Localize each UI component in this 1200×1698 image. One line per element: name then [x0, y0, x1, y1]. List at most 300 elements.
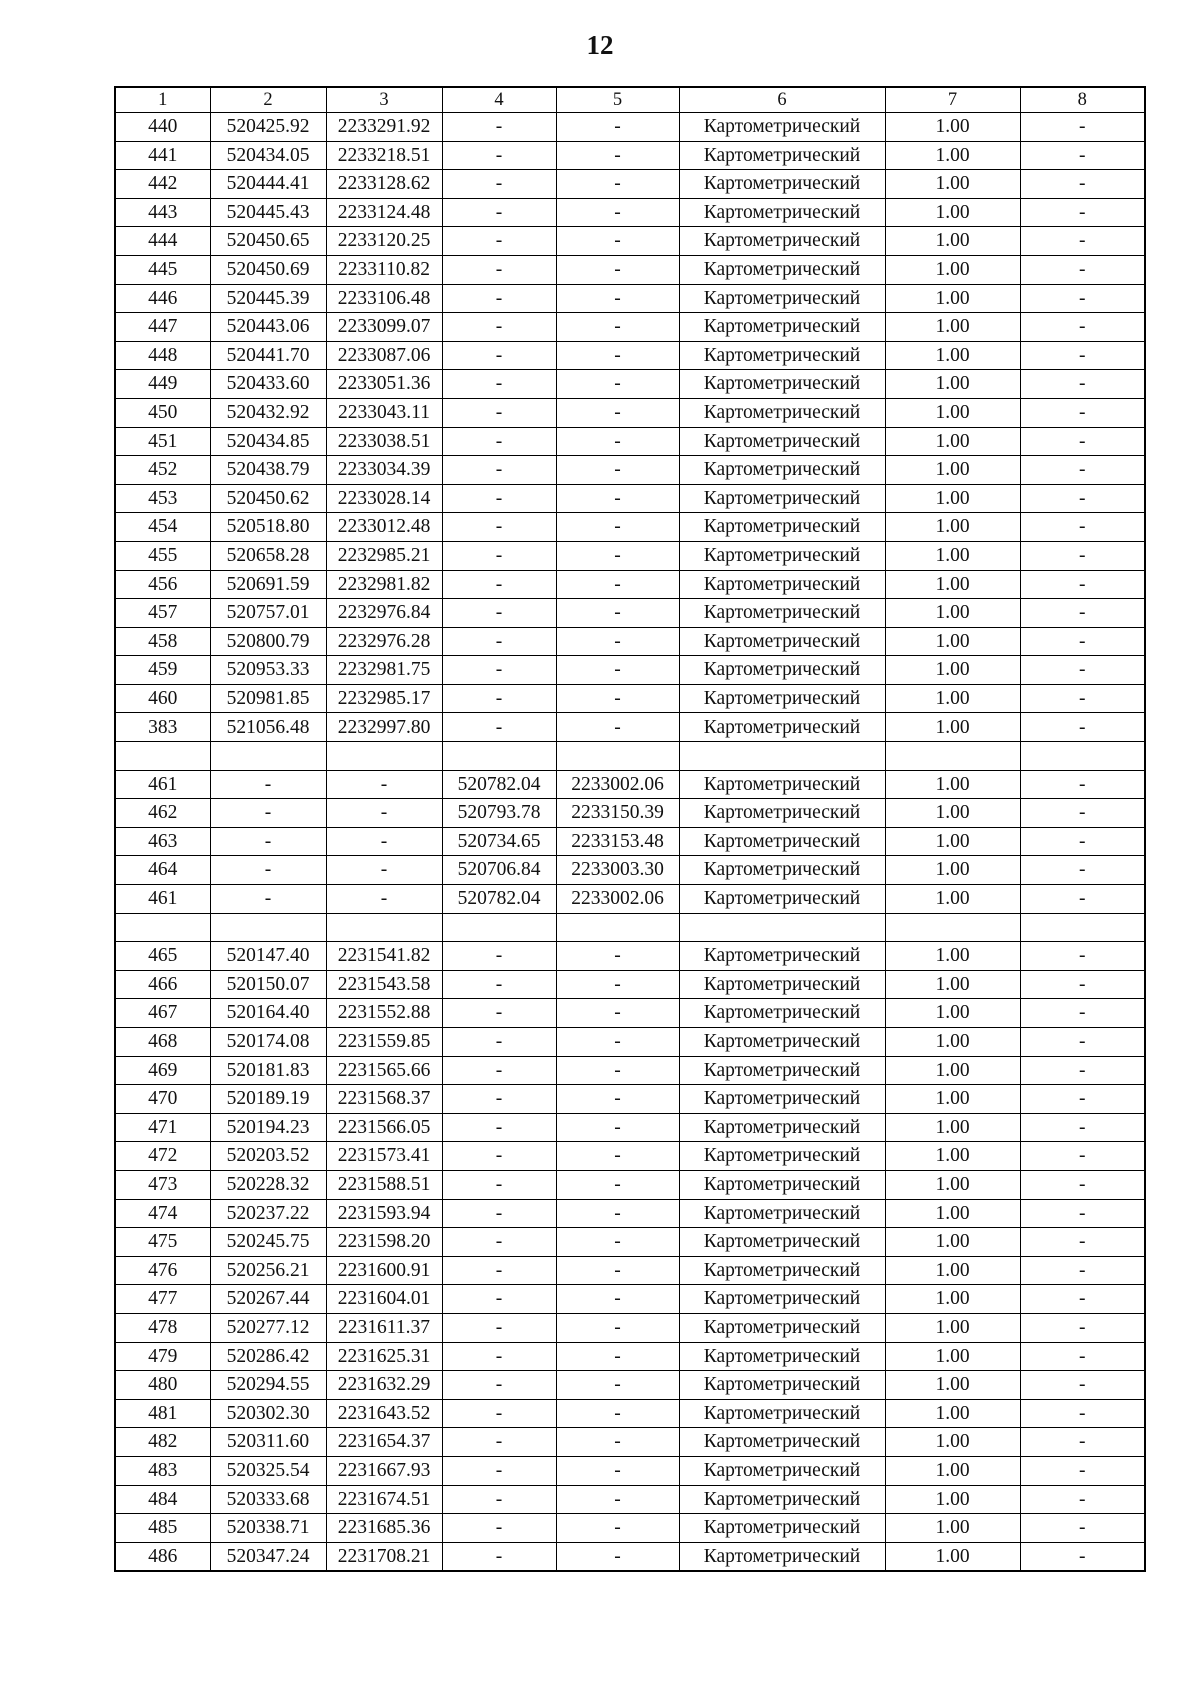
column-header: 5 [556, 87, 679, 113]
y-coord-cell: 2233099.07 [326, 313, 442, 342]
table-row [115, 513, 1145, 542]
x-coord-new-cell: - [442, 1342, 556, 1371]
x-coord-new-cell: - [442, 1313, 556, 1342]
x-coord-new-cell [442, 742, 556, 771]
description-cell: - [1020, 1285, 1145, 1314]
method-cell: Картометрический [679, 656, 885, 685]
x-coord-new-cell: - [442, 1228, 556, 1257]
y-coord-new-cell: - [556, 684, 679, 713]
accuracy-cell [885, 742, 1020, 771]
y-coord-new-cell: - [556, 1371, 679, 1400]
point-number-cell: 474 [115, 1199, 210, 1228]
point-number-cell: 478 [115, 1313, 210, 1342]
y-coord-new-cell: - [556, 313, 679, 342]
x-coord-cell: 520164.40 [210, 999, 326, 1028]
table-row [115, 942, 1145, 971]
accuracy-cell: 1.00 [885, 627, 1020, 656]
method-cell: Картометрический [679, 141, 885, 170]
y-coord-cell: 2232976.84 [326, 599, 442, 628]
y-coord-cell: 2232997.80 [326, 713, 442, 742]
x-coord-cell: 520147.40 [210, 942, 326, 971]
x-coord-cell: - [210, 770, 326, 799]
accuracy-cell: 1.00 [885, 1228, 1020, 1257]
y-coord-cell: 2233043.11 [326, 398, 442, 427]
description-cell: - [1020, 1399, 1145, 1428]
table-row [115, 656, 1145, 685]
method-cell: Картометрический [679, 970, 885, 999]
y-coord-new-cell: - [556, 1342, 679, 1371]
method-cell: Картометрический [679, 885, 885, 914]
y-coord-cell: 2231654.37 [326, 1428, 442, 1457]
description-cell: - [1020, 1056, 1145, 1085]
x-coord-new-cell: - [442, 427, 556, 456]
x-coord-cell: - [210, 856, 326, 885]
accuracy-cell: 1.00 [885, 1285, 1020, 1314]
table-row [115, 742, 1145, 771]
point-number-cell: 472 [115, 1142, 210, 1171]
x-coord-cell: 520445.39 [210, 284, 326, 313]
accuracy-cell: 1.00 [885, 942, 1020, 971]
point-number-cell: 475 [115, 1228, 210, 1257]
y-coord-cell: 2233218.51 [326, 141, 442, 170]
x-coord-new-cell: 520782.04 [442, 885, 556, 914]
description-cell: - [1020, 599, 1145, 628]
x-coord-new-cell: - [442, 1085, 556, 1114]
y-coord-cell: 2232985.21 [326, 541, 442, 570]
x-coord-cell: 520333.68 [210, 1485, 326, 1514]
x-coord-new-cell [442, 913, 556, 942]
x-coord-cell: 520294.55 [210, 1371, 326, 1400]
x-coord-new-cell: - [442, 599, 556, 628]
y-coord-new-cell [556, 913, 679, 942]
table-row [115, 999, 1145, 1028]
method-cell: Картометрический [679, 398, 885, 427]
x-coord-cell: 520245.75 [210, 1228, 326, 1257]
point-number-cell: 464 [115, 856, 210, 885]
description-cell: - [1020, 541, 1145, 570]
x-coord-cell: 520311.60 [210, 1428, 326, 1457]
y-coord-cell: 2233110.82 [326, 255, 442, 284]
point-number-cell: 442 [115, 170, 210, 199]
x-coord-new-cell: - [442, 1256, 556, 1285]
description-cell: - [1020, 885, 1145, 914]
y-coord-cell: 2232981.75 [326, 656, 442, 685]
method-cell: Картометрический [679, 198, 885, 227]
x-coord-new-cell: - [442, 484, 556, 513]
accuracy-cell: 1.00 [885, 1456, 1020, 1485]
table-row [115, 370, 1145, 399]
accuracy-cell: 1.00 [885, 856, 1020, 885]
table-row [115, 1113, 1145, 1142]
x-coord-new-cell: - [442, 1399, 556, 1428]
y-coord-new-cell: - [556, 1170, 679, 1199]
point-number-cell: 479 [115, 1342, 210, 1371]
y-coord-cell: 2231552.88 [326, 999, 442, 1028]
description-cell [1020, 742, 1145, 771]
accuracy-cell: 1.00 [885, 284, 1020, 313]
accuracy-cell: 1.00 [885, 1056, 1020, 1085]
x-coord-cell: 520194.23 [210, 1113, 326, 1142]
y-coord-cell: 2233106.48 [326, 284, 442, 313]
description-cell: - [1020, 999, 1145, 1028]
x-coord-cell: - [210, 885, 326, 914]
description-cell: - [1020, 1313, 1145, 1342]
method-cell: Картометрический [679, 1170, 885, 1199]
x-coord-cell: 520434.85 [210, 427, 326, 456]
coordinates-table [114, 86, 1146, 1572]
description-cell: - [1020, 141, 1145, 170]
y-coord-new-cell: 2233002.06 [556, 885, 679, 914]
y-coord-cell: 2231598.20 [326, 1228, 442, 1257]
table-row [115, 713, 1145, 742]
table-row [115, 1228, 1145, 1257]
x-coord-new-cell: - [442, 255, 556, 284]
point-number-cell: 461 [115, 885, 210, 914]
table-row [115, 227, 1145, 256]
x-coord-cell: 520518.80 [210, 513, 326, 542]
accuracy-cell: 1.00 [885, 1399, 1020, 1428]
point-number-cell: 473 [115, 1170, 210, 1199]
y-coord-new-cell: - [556, 713, 679, 742]
table-row [115, 313, 1145, 342]
x-coord-cell: 520286.42 [210, 1342, 326, 1371]
description-cell [1020, 913, 1145, 942]
table-row [115, 684, 1145, 713]
y-coord-cell: 2233120.25 [326, 227, 442, 256]
accuracy-cell: 1.00 [885, 198, 1020, 227]
description-cell: - [1020, 427, 1145, 456]
method-cell: Картометрический [679, 1428, 885, 1457]
method-cell: Картометрический [679, 1542, 885, 1571]
x-coord-cell: 520434.05 [210, 141, 326, 170]
accuracy-cell: 1.00 [885, 799, 1020, 828]
column-header: 4 [442, 87, 556, 113]
y-coord-new-cell: - [556, 1485, 679, 1514]
column-header: 8 [1020, 87, 1145, 113]
description-cell: - [1020, 570, 1145, 599]
y-coord-cell: 2231685.36 [326, 1514, 442, 1543]
x-coord-new-cell: - [442, 627, 556, 656]
x-coord-cell: 520691.59 [210, 570, 326, 599]
table-row [115, 113, 1145, 142]
x-coord-new-cell: - [442, 1142, 556, 1171]
accuracy-cell: 1.00 [885, 170, 1020, 199]
y-coord-new-cell: - [556, 599, 679, 628]
method-cell [679, 913, 885, 942]
x-coord-new-cell: - [442, 1456, 556, 1485]
table-row [115, 599, 1145, 628]
method-cell: Картометрический [679, 1228, 885, 1257]
y-coord-new-cell [556, 742, 679, 771]
x-coord-new-cell: - [442, 370, 556, 399]
accuracy-cell: 1.00 [885, 1028, 1020, 1057]
y-coord-new-cell: 2233002.06 [556, 770, 679, 799]
method-cell: Картометрический [679, 1456, 885, 1485]
y-coord-new-cell: - [556, 198, 679, 227]
description-cell: - [1020, 1428, 1145, 1457]
y-coord-new-cell: - [556, 1085, 679, 1114]
x-coord-new-cell: - [442, 1113, 556, 1142]
x-coord-new-cell: - [442, 227, 556, 256]
table-row [115, 1456, 1145, 1485]
y-coord-cell: 2233128.62 [326, 170, 442, 199]
point-number-cell: 468 [115, 1028, 210, 1057]
table-row [115, 799, 1145, 828]
y-coord-cell: 2232976.28 [326, 627, 442, 656]
x-coord-cell: - [210, 799, 326, 828]
table-row [115, 456, 1145, 485]
x-coord-new-cell: - [442, 398, 556, 427]
accuracy-cell: 1.00 [885, 1085, 1020, 1114]
description-cell: - [1020, 456, 1145, 485]
x-coord-new-cell: 520706.84 [442, 856, 556, 885]
x-coord-new-cell: - [442, 1542, 556, 1571]
x-coord-new-cell: - [442, 1028, 556, 1057]
table-row [115, 255, 1145, 284]
y-coord-cell: - [326, 827, 442, 856]
method-cell: Картометрический [679, 1514, 885, 1543]
x-coord-new-cell: - [442, 970, 556, 999]
point-number-cell: 446 [115, 284, 210, 313]
accuracy-cell: 1.00 [885, 398, 1020, 427]
y-coord-new-cell: - [556, 627, 679, 656]
method-cell: Картометрический [679, 1485, 885, 1514]
accuracy-cell: 1.00 [885, 1199, 1020, 1228]
description-cell: - [1020, 1542, 1145, 1571]
y-coord-new-cell: - [556, 341, 679, 370]
x-coord-cell: 520189.19 [210, 1085, 326, 1114]
point-number-cell: 462 [115, 799, 210, 828]
x-coord-new-cell: - [442, 513, 556, 542]
method-cell: Картометрический [679, 427, 885, 456]
method-cell: Картометрический [679, 1256, 885, 1285]
table-row [115, 1371, 1145, 1400]
accuracy-cell: 1.00 [885, 427, 1020, 456]
point-number-cell: 486 [115, 1542, 210, 1571]
method-cell: Картометрический [679, 942, 885, 971]
x-coord-cell: 520277.12 [210, 1313, 326, 1342]
y-coord-cell: - [326, 799, 442, 828]
description-cell: - [1020, 170, 1145, 199]
x-coord-cell: 520658.28 [210, 541, 326, 570]
accuracy-cell: 1.00 [885, 1342, 1020, 1371]
x-coord-cell: 520438.79 [210, 456, 326, 485]
point-number-cell: 469 [115, 1056, 210, 1085]
method-cell: Картометрический [679, 770, 885, 799]
method-cell: Картометрический [679, 113, 885, 142]
y-coord-cell: 2231611.37 [326, 1313, 442, 1342]
description-cell: - [1020, 1456, 1145, 1485]
description-cell: - [1020, 341, 1145, 370]
y-coord-cell: 2233038.51 [326, 427, 442, 456]
point-number-cell: 457 [115, 599, 210, 628]
y-coord-new-cell: - [556, 970, 679, 999]
y-coord-cell: 2232985.17 [326, 684, 442, 713]
method-cell: Картометрический [679, 599, 885, 628]
y-coord-new-cell: - [556, 284, 679, 313]
point-number-cell: 455 [115, 541, 210, 570]
point-number-cell: 458 [115, 627, 210, 656]
x-coord-new-cell: - [442, 113, 556, 142]
table-row [115, 1485, 1145, 1514]
accuracy-cell: 1.00 [885, 255, 1020, 284]
table-row [115, 1542, 1145, 1571]
description-cell: - [1020, 627, 1145, 656]
x-coord-new-cell: - [442, 313, 556, 342]
table-row [115, 198, 1145, 227]
description-cell: - [1020, 1199, 1145, 1228]
accuracy-cell: 1.00 [885, 599, 1020, 628]
table-header-row [115, 87, 1145, 113]
y-coord-cell: 2231667.93 [326, 1456, 442, 1485]
point-number-cell: 461 [115, 770, 210, 799]
accuracy-cell: 1.00 [885, 484, 1020, 513]
accuracy-cell: 1.00 [885, 827, 1020, 856]
x-coord-cell: 520338.71 [210, 1514, 326, 1543]
x-coord-cell: 520441.70 [210, 341, 326, 370]
y-coord-new-cell: - [556, 1142, 679, 1171]
point-number-cell: 441 [115, 141, 210, 170]
table-row [115, 913, 1145, 942]
y-coord-new-cell: - [556, 513, 679, 542]
x-coord-cell: 520981.85 [210, 684, 326, 713]
y-coord-new-cell: - [556, 1256, 679, 1285]
x-coord-new-cell: 520793.78 [442, 799, 556, 828]
method-cell: Картометрический [679, 799, 885, 828]
x-coord-new-cell: - [442, 1285, 556, 1314]
y-coord-new-cell: - [556, 1313, 679, 1342]
table-row [115, 284, 1145, 313]
method-cell: Картометрический [679, 627, 885, 656]
table-row [115, 1028, 1145, 1057]
accuracy-cell: 1.00 [885, 113, 1020, 142]
y-coord-new-cell: - [556, 227, 679, 256]
x-coord-cell [210, 913, 326, 942]
accuracy-cell: 1.00 [885, 770, 1020, 799]
point-number-cell: 463 [115, 827, 210, 856]
accuracy-cell: 1.00 [885, 656, 1020, 685]
point-number-cell: 454 [115, 513, 210, 542]
y-coord-cell: 2233012.48 [326, 513, 442, 542]
point-number-cell: 383 [115, 713, 210, 742]
table-row [115, 170, 1145, 199]
y-coord-new-cell: 2233153.48 [556, 827, 679, 856]
method-cell: Картометрический [679, 1085, 885, 1114]
method-cell: Картометрический [679, 1342, 885, 1371]
method-cell: Картометрический [679, 1399, 885, 1428]
x-coord-cell: 520757.01 [210, 599, 326, 628]
x-coord-cell: 520150.07 [210, 970, 326, 999]
x-coord-new-cell: - [442, 1199, 556, 1228]
y-coord-new-cell: - [556, 1428, 679, 1457]
x-coord-cell: 520203.52 [210, 1142, 326, 1171]
method-cell [679, 742, 885, 771]
y-coord-cell: 2231568.37 [326, 1085, 442, 1114]
x-coord-new-cell: 520734.65 [442, 827, 556, 856]
point-number-cell: 466 [115, 970, 210, 999]
y-coord-new-cell: - [556, 141, 679, 170]
column-header: 1 [115, 87, 210, 113]
y-coord-cell [326, 742, 442, 771]
y-coord-new-cell: - [556, 1228, 679, 1257]
description-cell: - [1020, 656, 1145, 685]
method-cell: Картометрический [679, 341, 885, 370]
y-coord-new-cell: - [556, 255, 679, 284]
x-coord-new-cell: - [442, 1485, 556, 1514]
point-number-cell: 452 [115, 456, 210, 485]
method-cell: Картометрический [679, 1028, 885, 1057]
x-coord-new-cell: - [442, 656, 556, 685]
point-number-cell: 459 [115, 656, 210, 685]
table-row [115, 341, 1145, 370]
table-row [115, 1514, 1145, 1543]
description-cell: - [1020, 1485, 1145, 1514]
method-cell: Картометрический [679, 170, 885, 199]
description-cell: - [1020, 942, 1145, 971]
method-cell: Картометрический [679, 1142, 885, 1171]
table-row [115, 1199, 1145, 1228]
x-coord-new-cell: - [442, 141, 556, 170]
point-number-cell: 470 [115, 1085, 210, 1114]
x-coord-new-cell: - [442, 570, 556, 599]
column-header: 7 [885, 87, 1020, 113]
table-row [115, 885, 1145, 914]
column-header: 6 [679, 87, 885, 113]
table-row [115, 1399, 1145, 1428]
point-number-cell: 450 [115, 398, 210, 427]
y-coord-cell: 2233291.92 [326, 113, 442, 142]
y-coord-cell: 2231632.29 [326, 1371, 442, 1400]
page-number: 12 [586, 30, 614, 60]
y-coord-new-cell: - [556, 1199, 679, 1228]
x-coord-cell: 520267.44 [210, 1285, 326, 1314]
y-coord-cell: - [326, 856, 442, 885]
y-coord-new-cell: - [556, 113, 679, 142]
point-number-cell: 440 [115, 113, 210, 142]
point-number-cell: 485 [115, 1514, 210, 1543]
x-coord-cell: 520433.60 [210, 370, 326, 399]
table-row [115, 484, 1145, 513]
accuracy-cell: 1.00 [885, 570, 1020, 599]
method-cell: Картометрический [679, 713, 885, 742]
x-coord-cell: 520450.65 [210, 227, 326, 256]
accuracy-cell: 1.00 [885, 1485, 1020, 1514]
description-cell: - [1020, 799, 1145, 828]
x-coord-cell: 520450.69 [210, 255, 326, 284]
table-row [115, 398, 1145, 427]
y-coord-new-cell: 2233003.30 [556, 856, 679, 885]
description-cell: - [1020, 198, 1145, 227]
method-cell: Картометрический [679, 684, 885, 713]
description-cell: - [1020, 684, 1145, 713]
x-coord-new-cell: - [442, 713, 556, 742]
accuracy-cell: 1.00 [885, 541, 1020, 570]
y-coord-cell: 2231588.51 [326, 1170, 442, 1199]
y-coord-cell: 2233087.06 [326, 341, 442, 370]
description-cell: - [1020, 313, 1145, 342]
description-cell: - [1020, 770, 1145, 799]
description-cell: - [1020, 398, 1145, 427]
x-coord-cell [210, 742, 326, 771]
table-row [115, 570, 1145, 599]
x-coord-new-cell: - [442, 170, 556, 199]
method-cell: Картометрический [679, 570, 885, 599]
description-cell: - [1020, 113, 1145, 142]
description-cell: - [1020, 827, 1145, 856]
y-coord-new-cell: - [556, 570, 679, 599]
description-cell: - [1020, 513, 1145, 542]
y-coord-cell: 2231559.85 [326, 1028, 442, 1057]
